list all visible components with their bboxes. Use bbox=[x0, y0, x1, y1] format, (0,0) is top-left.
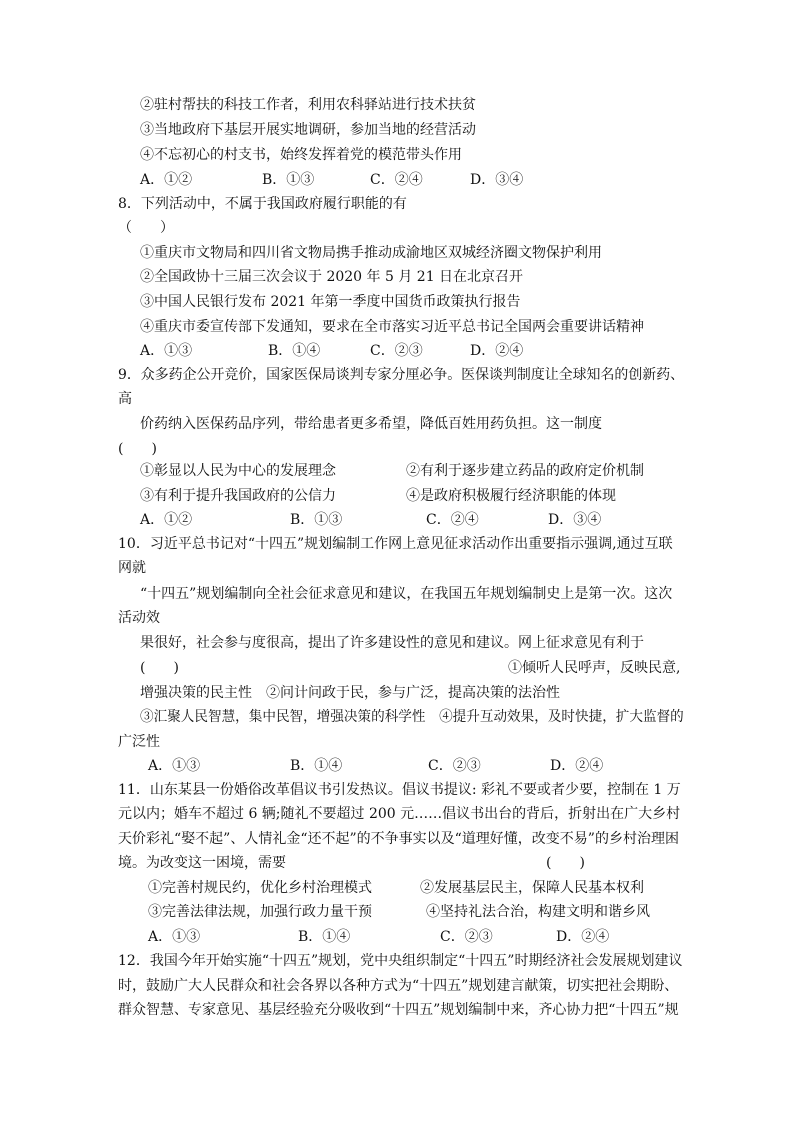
q8-choice-c: C．②③ bbox=[370, 343, 423, 359]
q11-choice-c: C．②③ bbox=[440, 929, 493, 945]
q7-choice-c: C．②④ bbox=[370, 172, 423, 188]
q10-options-line-3: ③汇聚人民智慧，集中民智，增强决策的科学性 ④提升互动效果，及时快捷，扩大监督的 bbox=[140, 709, 684, 725]
q10-choice-b: B．①④ bbox=[290, 758, 343, 774]
q10-stem-line-3: “十四五”规划编制向全社会征求意见和建议，在我国五年规划编制史上是第一次。这次 bbox=[140, 586, 673, 602]
q12-stem-line-3: 群众智慧、专家意见、基层经验充分吸收到“十四五”规划编制中来，齐心协力把“十四五”规 bbox=[118, 1002, 679, 1018]
q11-stem-line-4: 境。为改变这一困境，需要 bbox=[118, 855, 286, 871]
q11-option-1: ①完善村规民约，优化乡村治理模式 bbox=[148, 880, 372, 896]
q8-choice-a: A．①③ bbox=[140, 343, 193, 359]
q9-answer-bracket: ( ) bbox=[118, 441, 157, 457]
q10-choice-a: A．①③ bbox=[148, 758, 201, 774]
q11-choice-b: B．①④ bbox=[298, 929, 351, 945]
q11-choice-d: D．②④ bbox=[556, 929, 610, 945]
q11-choice-a: A．①③ bbox=[148, 929, 201, 945]
q9-choice-a: A．①② bbox=[140, 512, 193, 528]
q11-stem-line-2: 元以内；婚车不超过 6 辆;随礼不要超过 200 元……倡议书出台的背后，折射出在广大乡村 bbox=[118, 806, 681, 822]
q9-option-3: ③有利于提升我国政府的公信力 bbox=[140, 488, 336, 504]
q9-option-1: ①彰显以人民为中心的发展理念 bbox=[140, 463, 336, 479]
q8-choice-b: B．①④ bbox=[268, 343, 321, 359]
q10-options-line-2: 增强决策的民主性 ②问计问政于民，参与广泛，提高决策的法治性 bbox=[140, 685, 560, 701]
q11-option-3: ③完善法律法规，加强行政力量干预 bbox=[148, 904, 372, 920]
q7-choice-b: B．①③ bbox=[262, 172, 315, 188]
q7-option-4: ④不忘初心的村支书，始终发挥着党的模范带头作用 bbox=[140, 147, 462, 163]
q12-stem-line-2: 时，鼓励广大人民群众和社会各界以各种方式为“十四五”规划建言献策，切实把社会期盼、 bbox=[118, 978, 679, 994]
q8-answer-bracket: （ ） bbox=[118, 220, 174, 236]
q9-stem-line-3: 价药纳入医保药品序列，带给患者更多希望，降低百姓用药负担。这一制度 bbox=[140, 416, 602, 432]
q11-stem-line-3: 天价彩礼“娶不起”、人情礼金“还不起”的不争事实以及“道理好懂，改变不易”的乡村治理困 bbox=[118, 831, 679, 847]
q10-stem-line-5: 果很好，社会参与度很高，提出了许多建设性的意见和建议。网上征求意见有利于 bbox=[140, 635, 644, 651]
q8-option-3: ③中国人民银行发布 2021 年第一季度中国货币政策执行报告 bbox=[140, 294, 521, 310]
q11-option-4: ④坚持礼法合治，构建文明和谐乡风 bbox=[426, 904, 650, 920]
q11-answer-bracket: ( ) bbox=[546, 855, 585, 871]
q9-option-4: ④是政府积极履行经济职能的体现 bbox=[406, 488, 616, 504]
q10-option-1: ①倾听人民呼声，反映民意, bbox=[508, 660, 681, 676]
q8-choice-d: D．②④ bbox=[470, 343, 524, 359]
q9-choice-b: B．①③ bbox=[290, 512, 343, 528]
q10-choice-d: D．②④ bbox=[550, 758, 604, 774]
q8-stem: 8．下列活动中，不属于我国政府履行职能的有 bbox=[118, 196, 407, 212]
q11-stem-line-1: 11．山东某县一份婚俗改革倡议书引发热议。倡议书提议: 彩礼不要或者少要，控制在 1 万 bbox=[118, 782, 681, 798]
q10-stem-line-4: 活动效 bbox=[118, 610, 160, 626]
q7-option-3: ③当地政府下基层开展实地调研，参加当地的经营活动 bbox=[140, 122, 476, 138]
q11-option-2: ②发展基层民主，保障人民基本权利 bbox=[420, 880, 644, 896]
q9-stem-line-2: 高 bbox=[118, 391, 132, 407]
q8-option-2: ②全国政协十三届三次会议于 2020 年 5 月 21 日在北京召开 bbox=[140, 269, 524, 285]
q7-choice-a: A．①② bbox=[140, 172, 193, 188]
q9-option-2: ②有利于逐步建立药品的政府定价机制 bbox=[406, 463, 644, 479]
q9-choice-d: D．③④ bbox=[548, 512, 602, 528]
q10-choice-c: C．②③ bbox=[428, 758, 481, 774]
q8-option-1: ①重庆市文物局和四川省文物局携手推动成渝地区双城经济圈文物保护利用 bbox=[140, 245, 602, 261]
q12-stem-line-1: 12．我国今年开始实施“十四五”规划，党中央组织制定“十四五”时期经济社会发展规划建议 bbox=[118, 953, 683, 969]
q9-stem-line-1: 9．众多药企公开竞价，国家医保局谈判专家分厘必争。医保谈判制度让全球知名的创新药、 bbox=[118, 367, 685, 383]
q7-choice-d: D．③④ bbox=[470, 172, 524, 188]
q9-choice-c: C．②④ bbox=[426, 512, 479, 528]
q10-options-line-4: 广泛性 bbox=[118, 734, 160, 750]
q10-stem-line-2: 网就 bbox=[118, 560, 146, 576]
q7-option-2: ②驻村帮扶的科技工作者，利用农科驿站进行技术扶贫 bbox=[140, 97, 476, 113]
q10-answer-bracket: ( ) bbox=[140, 660, 179, 676]
q10-stem-line-1: 10．习近平总书记对“十四五”规划编制工作网上意见征求活动作出重要指示强调,通过互联 bbox=[118, 536, 673, 552]
q8-option-4: ④重庆市委宣传部下发通知，要求在全市落实习近平总书记全国两会重要讲话精神 bbox=[140, 319, 644, 335]
